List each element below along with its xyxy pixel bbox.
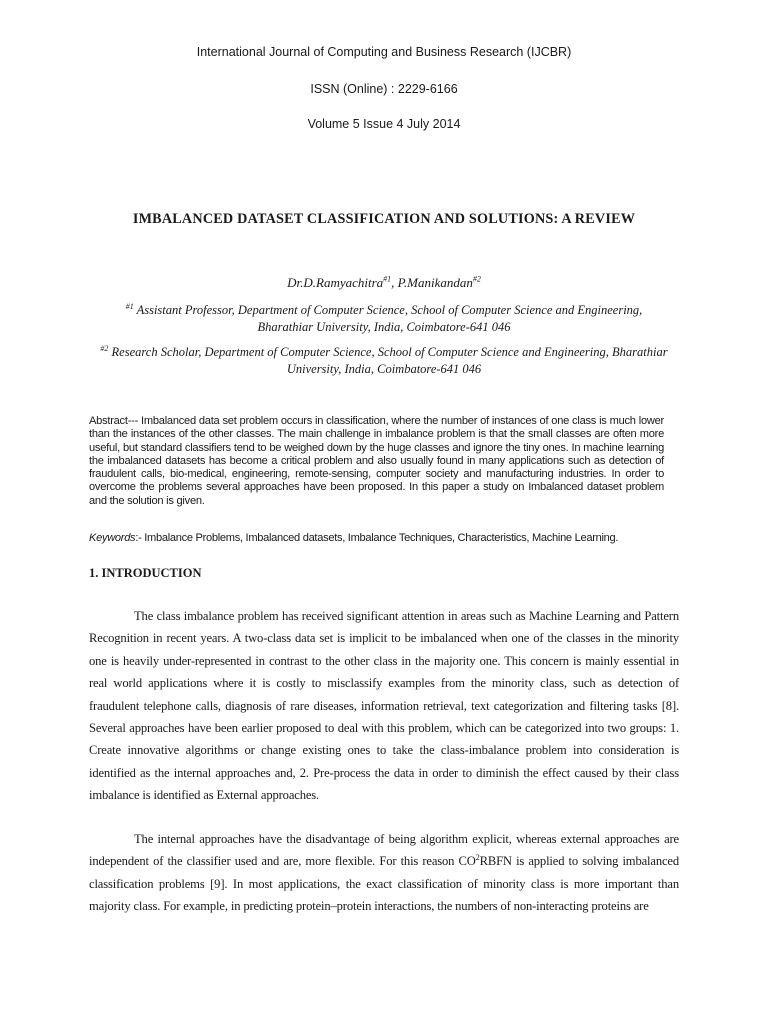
intro-paragraph-1: The class imbalance problem has received significant attention in areas such as Machine Learning and Pattern Recognition in recent years. A two-class data set is implicit to be imbalanced when one of the classes in the minority one is heavily under-represented in contrast to the other class in the majority one. This concern is mainly essential in real world applications where it is costly to misclassify examples from the minority class, such as detection of fraudulent telephone calls, diagnosis of rare diseases, information retrieval, text categorization and filtering tasks [8]. Several approaches have been earlier proposed to deal with this problem, which can be categorized into two groups: 1. Create innovative algorithms or change existing ones to take the class-imbalance problem into consideration is identified as the internal approaches and, 2. Pre-process the data in order to diminish the effect caused by their class imbalance is identified as External approaches.	[89, 609, 679, 803]
intro-paragraph-2-part-b: RBFN is applied to solving imbalanced classification problems [9]. In most applications, the exact classification of minority class is more important than majority class. For example, in predicting protein–protein interactions, the numbers of non-interacting proteins are	[89, 854, 680, 914]
author-1: Dr.D.Ramyachitra	[287, 275, 384, 290]
affiliation-1-sup: #1	[125, 301, 134, 311]
affiliation-1	[100, 302, 668, 336]
abstract: Abstract--- Imbalanced data set problem occurs in classification, where the number of instances of one class is much lower than the instances of the other classes. The main challenge in imbalance problem is that the small classes are often more useful, but standard classifiers tend to be weighed down by the huge classes and ignore the tiny ones. In machine learning the imbalanced datasets has become a critical problem and also usually found in many applications such as detection of fraudulent calls, bio-medical, engineering, remote-sensing, computer society and manufacturing industries. In order to overcome the problems several approaches have been proposed. In this paper a study on Imbalanced dataset problem and the solution is given.	[89, 415, 664, 507]
intro-paragraph-2	[89, 828, 679, 918]
intro-paragraph-2-sup: 2	[475, 853, 480, 863]
affiliation-2-sup: #2	[100, 343, 109, 353]
affiliation-2	[100, 344, 668, 378]
affiliation-2-text: Research Scholar, Department of Computer Science, School of Computer Science and Engineering, Bharathiar University, India, Coimbatore-641 046	[108, 345, 668, 376]
paper-title: IMBALANCED DATASET CLASSIFICATION AND SOLUTIONS: A REVIEW	[132, 211, 636, 227]
keywords	[89, 532, 689, 544]
author-1-sup: #1	[383, 274, 392, 284]
author-separator: ,	[391, 275, 398, 290]
keywords-text: :- Imbalance Problems, Imbalanced datasets, Imbalance Techniques, Characteristics, Machine Learning.	[135, 532, 619, 544]
author-line	[0, 275, 768, 291]
author-2-sup: #2	[472, 274, 481, 284]
journal-name: International Journal of Computing and Business Research (IJCBR)	[196, 45, 572, 59]
keywords-label: Keywords	[89, 532, 136, 544]
intro-paragraph-2-part-a: The internal approaches have the disadvantage of being algorithm explicit, whereas external approaches are independent of the classifier used and are, more flexible. For this reason CO	[89, 832, 679, 869]
journal-volume: Volume 5 Issue 4 July 2014	[307, 117, 461, 131]
section-heading-introduction: 1. INTRODUCTION	[89, 566, 202, 580]
author-2: P.Manikandan	[397, 275, 473, 290]
affiliation-1-text: Assistant Professor, Department of Computer Science, School of Computer Science and Engineering, Bharathiar University, India, Coimbatore-641 046	[133, 303, 643, 334]
journal-issn: ISSN (Online) : 2229-6166	[310, 82, 458, 96]
